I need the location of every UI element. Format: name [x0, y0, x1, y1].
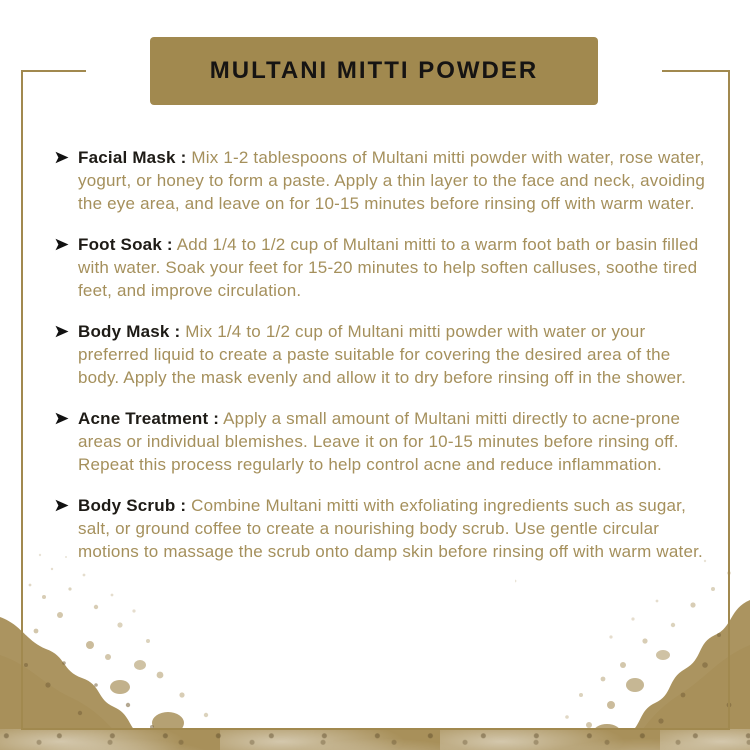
list-item-label: Body Mask :: [78, 322, 181, 341]
list-item-foot-soak: [55, 233, 715, 302]
page-title: MULTANI MITTI POWDER: [209, 57, 539, 84]
list-item-text: [78, 494, 715, 563]
right-arrowhead-icon: [55, 412, 69, 425]
list-item-description: Mix 1-2 tablespoons of Multani mitti powder with water, rose water, yogurt, or honey to form a paste. Apply a thin layer to the face and neck, avoiding the eye area, and leave on for 10-15 minutes before rinsing off with warm water.: [78, 148, 706, 213]
list-item-facial-mask: [55, 146, 715, 215]
right-arrowhead-icon: [55, 238, 69, 251]
frame-border-top-right-segment: [662, 70, 730, 72]
right-arrowhead-icon: [55, 499, 69, 512]
frame-border-bottom: [21, 728, 730, 730]
frame-border-left: [21, 70, 23, 730]
list-item-text: [78, 146, 715, 215]
frame-border-right: [728, 70, 730, 730]
list-item-text: [78, 320, 715, 389]
list-item-description: Apply a small amount of Multani mitti directly to acne-prone areas or individual blemishes. Leave it on for 10-15 minutes before rinsing off. Repeat this process regularly to help control acne and reduce inflammation.: [78, 409, 681, 474]
title-banner: [150, 37, 598, 105]
list-item-label: Acne Treatment :: [78, 409, 220, 428]
list-item-text: [78, 233, 715, 302]
right-arrowhead-icon: [55, 325, 69, 338]
usage-list: [55, 146, 715, 581]
list-item-description: Add 1/4 to 1/2 cup of Multani mitti to a warm foot bath or basin filled with water. Soak your feet for 15-20 minutes to help soften calluses, soothe tired feet, and improve circulation.: [78, 235, 699, 300]
list-item-description: Combine Multani mitti with exfoliating ingredients such as sugar, salt, or ground coffee to create a nourishing body scrub. Use gentle circular motions to massage the scrub onto damp skin before rinsing off with warm water.: [78, 496, 703, 561]
list-item-text: [78, 407, 715, 476]
list-item-label: Foot Soak :: [78, 235, 173, 254]
list-item-body-mask: [55, 320, 715, 389]
list-item-label: Body Scrub :: [78, 496, 187, 515]
right-arrowhead-icon: [55, 151, 69, 164]
list-item-acne-treatment: [55, 407, 715, 476]
frame-border-top-left-segment: [21, 70, 86, 72]
list-item-label: Facial Mask :: [78, 148, 187, 167]
list-item-body-scrub: [55, 494, 715, 563]
list-item-description: Mix 1/4 to 1/2 cup of Multani mitti powder with water or your preferred liquid to create a paste suitable for covering the desired area of the body. Apply the mask evenly and allow it to dry before rinsing off in the shower.: [78, 322, 687, 387]
powder-strip-bottom-edge: [0, 729, 750, 750]
